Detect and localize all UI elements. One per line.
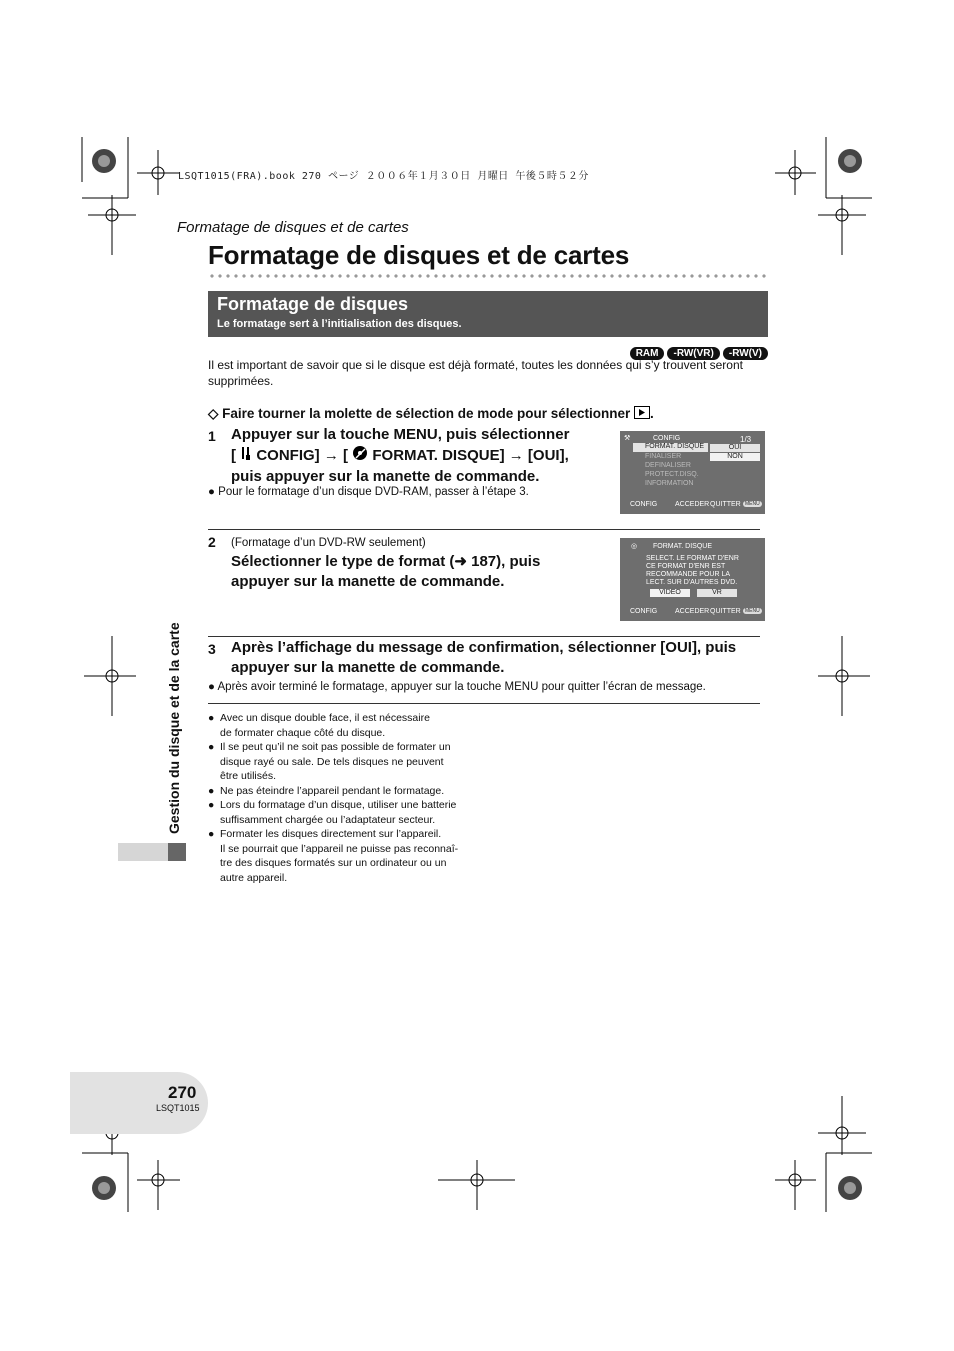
- print-header: LSQT1015(FRA).book 270 ページ ２００６年１月３０日 月曜日 午後５時５２分: [178, 171, 589, 182]
- menu-item-finaliser: FINALISER: [645, 453, 682, 460]
- step-divider: [208, 636, 760, 637]
- section-header: [208, 291, 768, 337]
- side-tab-label: Gestion du disque et de la carte: [166, 622, 182, 834]
- section-subtitle: Le formatage sert à l’initialisation des disques.: [217, 318, 462, 330]
- menu-item-protect: PROTECT.DISQ.: [645, 471, 699, 478]
- oui-label: [OUI],: [527, 446, 569, 464]
- badge-rw-vr: -RW(VR): [667, 347, 719, 360]
- menu-key-icon: MENU: [745, 501, 760, 507]
- footer-config: CONFIG: [630, 501, 658, 508]
- format-label: FORMAT. DISQUE]: [372, 446, 505, 464]
- format-disc-screen: [620, 538, 765, 621]
- step-1-title: Appuyer sur la touche MENU, puis sélectionner [ CONFIG] → [ FORMAT. DISQUE] → [OUI], puis appuyer sur la manette de commande.: [231, 425, 611, 487]
- screen-title: CONFIG: [653, 435, 681, 442]
- menu-item-format: FORMAT. DISQUE: [633, 443, 708, 452]
- diamond-icon: ◇: [208, 406, 219, 421]
- menu-item-information: INFORMATION: [645, 480, 694, 487]
- notes-list: [208, 711, 488, 885]
- screen-page: 1/3: [740, 435, 752, 444]
- config-tools-icon: ⚒: [624, 435, 631, 442]
- option-non: NON: [710, 453, 760, 461]
- playback-mode-icon: [634, 406, 650, 422]
- step-2-note: (Formatage d’un DVD-RW seulement): [231, 537, 426, 549]
- option-oui: OUI: [710, 444, 760, 452]
- step-3-number: 3: [208, 641, 216, 657]
- side-tab-marker: [168, 843, 186, 861]
- step-3-bullet-text: Après avoir terminé le formatage, appuyer sur la touche MENU pour quitter l’écran de message.: [217, 681, 706, 693]
- arrow-1: →: [323, 446, 339, 464]
- badge-rw-v: -RW(V): [723, 347, 768, 360]
- config-label: CONFIG]: [256, 446, 320, 464]
- footer-acceder: ACCEDER: [675, 501, 710, 508]
- section-title: Formatage de disques: [217, 294, 409, 314]
- registration-mark-icon: [92, 149, 116, 173]
- step-1-line1: Appuyer sur la touche MENU, puis sélectionner: [231, 426, 570, 443]
- prep-end: .: [650, 406, 654, 421]
- disc-format-icon: ◎: [631, 543, 638, 550]
- page-title: Formatage de disques et de cartes: [208, 240, 630, 270]
- step-2-number: 2: [208, 534, 216, 550]
- screen-title: FORMAT. DISQUE: [653, 543, 712, 550]
- config-menu-screen: [620, 431, 765, 514]
- config-tools-icon: [240, 445, 252, 467]
- registration-mark-icon: [838, 1176, 862, 1200]
- bracket-open: [: [231, 446, 236, 464]
- option-video: VIDEO: [650, 589, 690, 597]
- notes-divider: [208, 703, 760, 704]
- side-tab-bar: [118, 843, 168, 861]
- title-divider: [208, 274, 768, 278]
- list-item: ● Ne pas éteindre l’appareil pendant le formatage.: [208, 784, 445, 797]
- step-2-title: Sélectionner le type de format (➜ 187), puis appuyer sur la manette de commande.: [231, 553, 541, 590]
- option-vr: VR: [697, 589, 737, 597]
- list-item: ● Formater les disques directement sur l’appareil. Il se pourrait que l’appareil ne puisse pas reconnaî- tre des disques formatés sur un ordinateur ou un autre appareil.: [208, 828, 459, 884]
- list-item: ● Lors du formatage d’un disque, utiliser une batterie suffisamment chargée ou l’adaptateur secteur.: [208, 799, 457, 826]
- registration-mark-icon: [838, 149, 862, 173]
- step-3-title: Après l’affichage du message de confirmation, sélectionner [OUI], puis appuyer sur la manette de commande.: [231, 639, 737, 676]
- prep-text: Faire tourner la molette de sélection de mode pour sélectionner: [222, 406, 631, 421]
- list-item: ● Il se peut qu’il ne soit pas possible de formater un disque rayé ou sale. De tels disques ne peuvent être utilisés.: [208, 741, 451, 782]
- footer-config: CONFIG: [630, 608, 658, 615]
- breadcrumb: Formatage de disques et de cartes: [177, 219, 409, 236]
- footer-acceder: ACCEDER: [675, 608, 710, 615]
- screen-message: SELECT. LE FORMAT D'ENR CE FORMAT D'ENR EST RECOMMANDE POUR LA LECT. SUR D'AUTRES DVD.: [646, 555, 739, 586]
- prep-instruction: [208, 406, 654, 422]
- list-item: ● Avec un disque double face, il est nécessaire de formater chaque côté du disque.: [208, 712, 430, 739]
- menu-item-definaliser: DEFINALISER: [645, 462, 691, 469]
- page-number: 270: [168, 1083, 197, 1102]
- menu-key-icon: MENU: [745, 608, 760, 614]
- step-1-number: 1: [208, 428, 216, 444]
- badge-ram: RAM: [630, 347, 665, 360]
- step-1-bullet-text: Pour le formatage d’un disque DVD-RAM, passer à l’étape 3.: [218, 486, 529, 498]
- step-3-bullet: ● Après avoir terminé le formatage, appuyer sur la touche MENU pour quitter l’écran de message.: [208, 681, 706, 693]
- intro-text: Il est important de savoir que si le disque est déjà formaté, toutes les données qui s’y trouvent seront supprimées.: [208, 358, 743, 388]
- step-divider: [208, 529, 760, 530]
- disc-format-icon: [352, 445, 368, 467]
- registration-mark-icon: [92, 1176, 116, 1200]
- step-1-bullet: ● Pour le formatage d’un disque DVD-RAM, passer à l’étape 3.: [208, 486, 529, 498]
- footer-quitter: QUITTER: [710, 501, 741, 508]
- footer-quitter: QUITTER: [710, 608, 741, 615]
- page-code: LSQT1015: [156, 1103, 200, 1113]
- step-1-line3: puis appuyer sur la manette de commande.: [231, 468, 540, 485]
- arrow-2: →: [508, 446, 524, 464]
